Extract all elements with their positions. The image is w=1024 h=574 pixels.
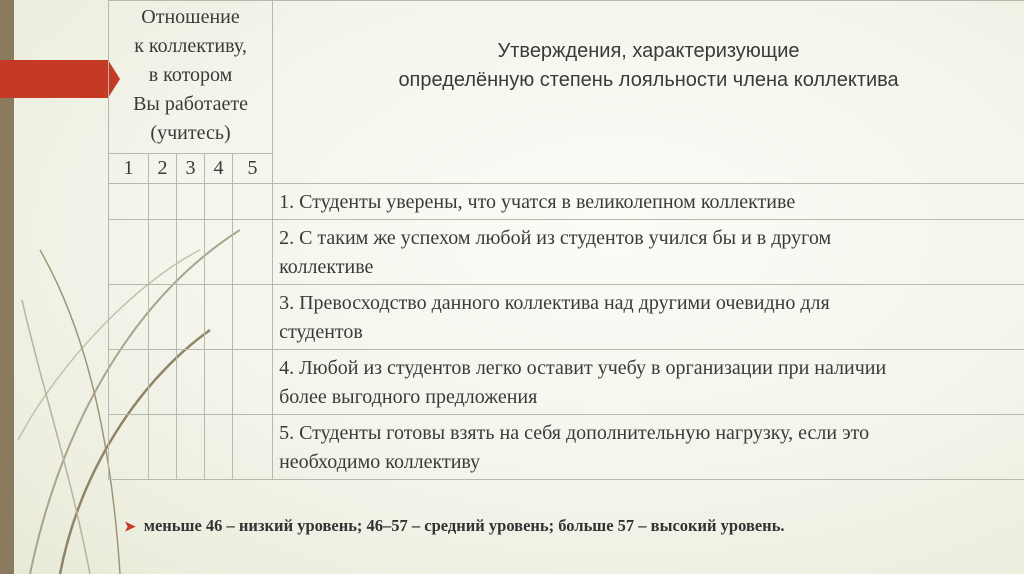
statements-header-line: определённую степень лояльности члена коллектива bbox=[398, 69, 899, 91]
scale-number: 1 bbox=[109, 154, 149, 184]
scale-number: 3 bbox=[177, 154, 205, 184]
score-cell-1[interactable] bbox=[109, 184, 149, 220]
score-cell-2[interactable] bbox=[149, 220, 177, 285]
scoring-footnote bbox=[124, 516, 785, 536]
score-cell-3[interactable] bbox=[177, 184, 205, 220]
relation-header-line: в котором bbox=[148, 64, 233, 86]
statement-line: 2. С таким же успехом любой из студентов учился бы и в другом bbox=[279, 227, 832, 249]
footnote-text: меньше 46 – низкий уровень; 46–57 – средний уровень; больше 57 – высокий уровень. bbox=[143, 516, 785, 535]
statement-row bbox=[109, 350, 1024, 415]
score-cell-3[interactable] bbox=[177, 220, 205, 285]
score-cell-4[interactable] bbox=[205, 415, 233, 480]
relation-header-line: (учитесь) bbox=[150, 122, 231, 144]
score-cell-5[interactable] bbox=[233, 220, 273, 285]
score-cell-2[interactable] bbox=[149, 184, 177, 220]
score-cell-4[interactable] bbox=[205, 350, 233, 415]
relation-header-line: к коллективу, bbox=[134, 35, 247, 57]
relation-header bbox=[109, 1, 273, 154]
score-cell-1[interactable] bbox=[109, 220, 149, 285]
statement-text bbox=[273, 350, 1024, 415]
score-cell-5[interactable] bbox=[233, 285, 273, 350]
scale-number: 5 bbox=[233, 154, 273, 184]
statement-line: более выгодного предложения bbox=[279, 386, 538, 408]
score-cell-3[interactable] bbox=[177, 415, 205, 480]
score-cell-2[interactable] bbox=[149, 285, 177, 350]
statement-line: 3. Превосходство данного коллектива над другими очевидно для bbox=[279, 292, 830, 314]
statement-row bbox=[109, 415, 1024, 480]
score-cell-2[interactable] bbox=[149, 350, 177, 415]
statements-header bbox=[273, 1, 1024, 184]
score-cell-4[interactable] bbox=[205, 285, 233, 350]
scale-number: 4 bbox=[205, 154, 233, 184]
red-accent-tab bbox=[0, 60, 108, 98]
scale-number: 2 bbox=[149, 154, 177, 184]
statement-text bbox=[273, 220, 1024, 285]
statement-row bbox=[109, 220, 1024, 285]
score-cell-1[interactable] bbox=[109, 285, 149, 350]
score-cell-4[interactable] bbox=[205, 220, 233, 285]
arrow-bullet-icon: ➤ bbox=[124, 520, 136, 535]
score-cell-5[interactable] bbox=[233, 184, 273, 220]
relation-header-line: Отношение bbox=[141, 6, 240, 28]
score-cell-3[interactable] bbox=[177, 285, 205, 350]
statement-line: 4. Любой из студентов легко оставит учебу в организации при наличии bbox=[279, 357, 887, 379]
statement-text bbox=[273, 184, 1024, 220]
score-cell-5[interactable] bbox=[233, 350, 273, 415]
statement-text bbox=[273, 415, 1024, 480]
score-cell-3[interactable] bbox=[177, 350, 205, 415]
score-cell-1[interactable] bbox=[109, 415, 149, 480]
header-row bbox=[109, 1, 1024, 154]
statement-row bbox=[109, 184, 1024, 220]
statement-row bbox=[109, 285, 1024, 350]
loyalty-table bbox=[108, 0, 1024, 480]
score-cell-2[interactable] bbox=[149, 415, 177, 480]
statements-header-line: Утверждения, характеризующие bbox=[497, 40, 800, 62]
statement-text bbox=[273, 285, 1024, 350]
score-cell-5[interactable] bbox=[233, 415, 273, 480]
relation-header-line: Вы работаете bbox=[133, 93, 248, 115]
statement-line: необходимо коллективу bbox=[279, 451, 481, 473]
score-cell-4[interactable] bbox=[205, 184, 233, 220]
statement-line: 5. Студенты готовы взять на себя дополнительную нагрузку, если это bbox=[279, 422, 870, 444]
statement-line: коллективе bbox=[279, 256, 374, 278]
score-cell-1[interactable] bbox=[109, 350, 149, 415]
statement-line: студентов bbox=[279, 321, 363, 343]
statement-line: 1. Студенты уверены, что учатся в великолепном коллективе bbox=[279, 191, 796, 213]
